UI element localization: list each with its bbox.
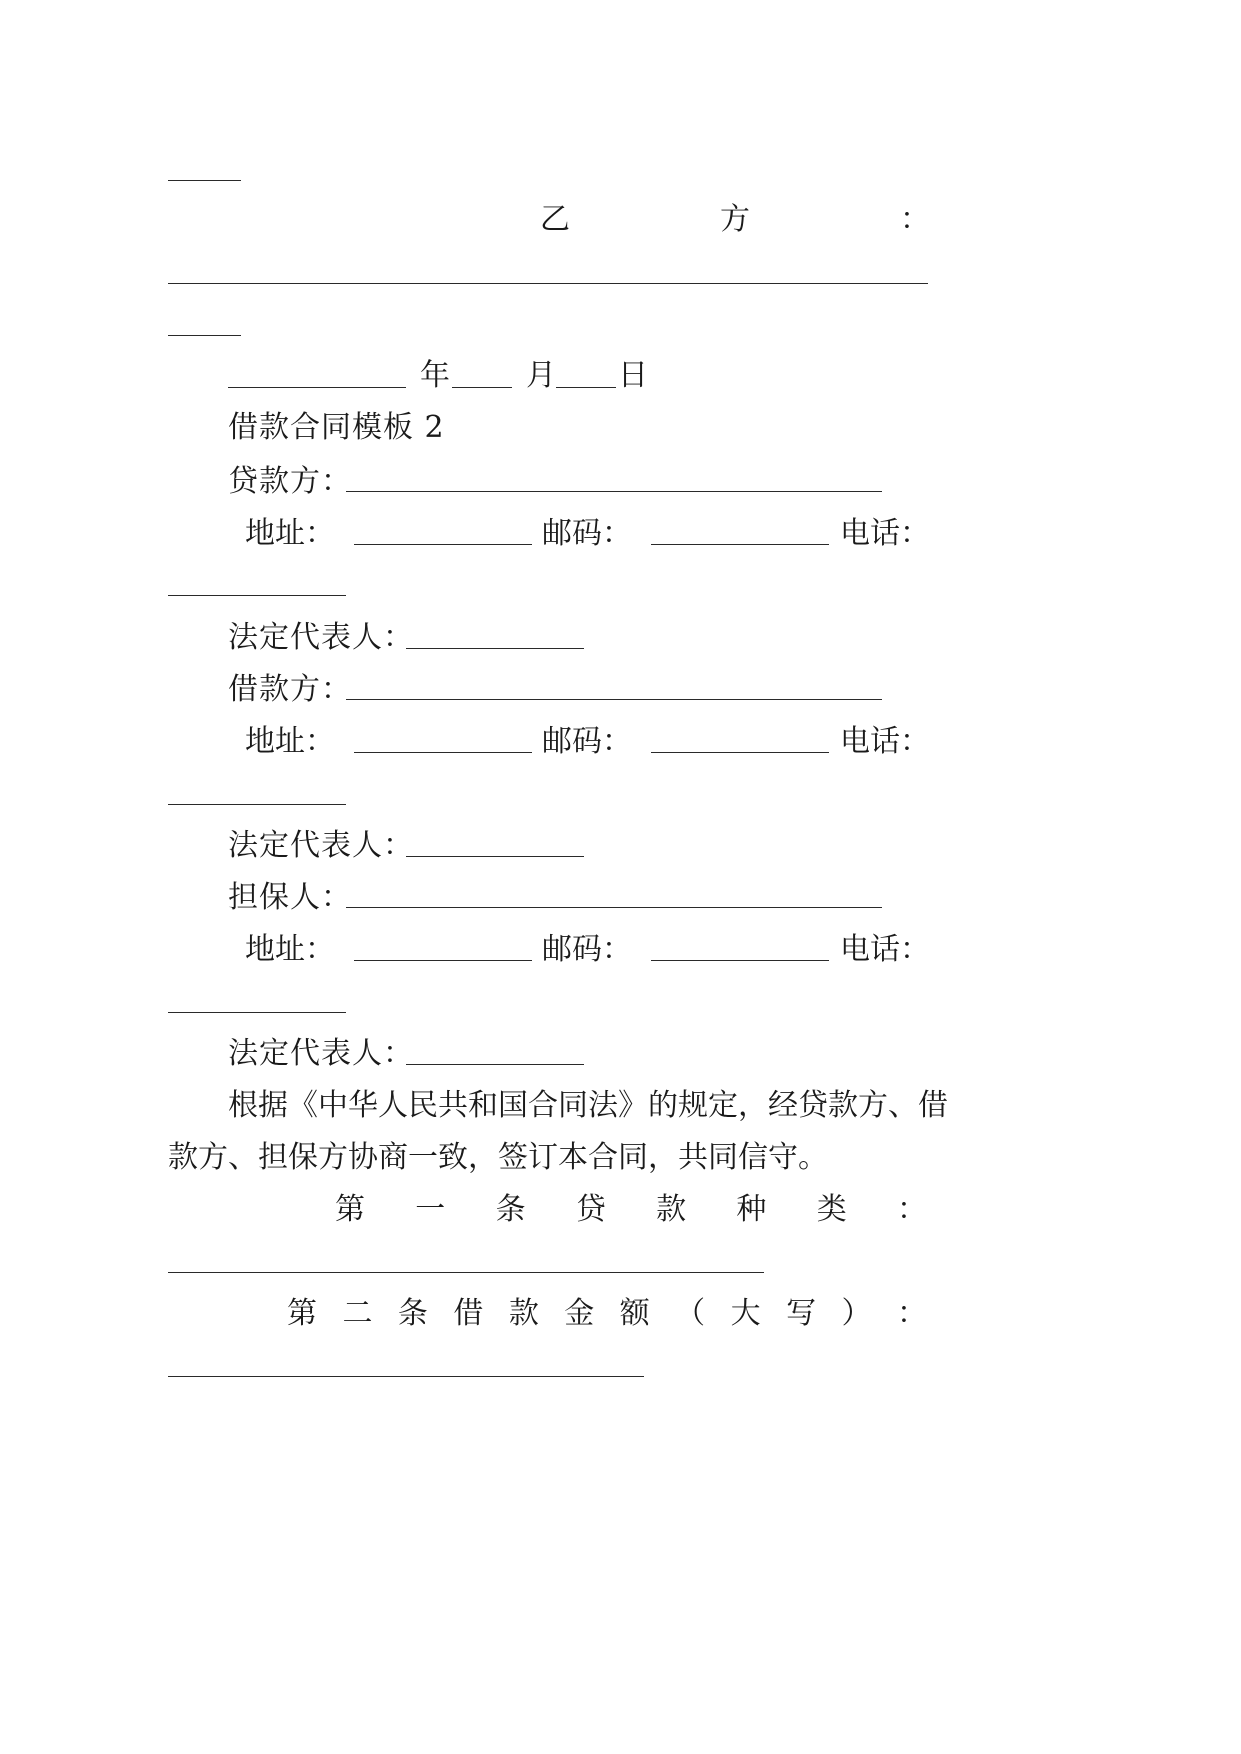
borrower-address-label: 地 址 ： [245, 724, 335, 759]
borrower-phone-label: 电 话 ： [840, 724, 930, 759]
guarantor-postcode-label: 邮 码 ： [542, 932, 632, 967]
guarantor-postcode-blank [651, 960, 829, 961]
guarantor-phone-blank [168, 1012, 346, 1013]
borrower-postcode-label: 邮 码 ： [542, 724, 632, 759]
guarantor-label: 担保人： [228, 880, 352, 915]
lender-legal-rep-blank [406, 648, 584, 649]
article-2-blank [168, 1376, 644, 1377]
guarantor-legal-rep-blank [406, 1064, 584, 1065]
borrower-postcode-blank [651, 752, 829, 753]
lender-address-label: 地 址 ： [245, 516, 335, 551]
article-1-heading: 第 一 条 贷 款 种 类 ： [335, 1192, 927, 1227]
date-year-label: 年 [420, 358, 451, 393]
guarantor-legal-rep-label: 法定代表人： [228, 1036, 414, 1071]
date-month-label: 月 [526, 358, 557, 393]
month-blank [452, 387, 512, 388]
lender-name-blank [346, 491, 882, 492]
borrower-address-blank [354, 752, 532, 753]
lender-legal-rep-label: 法定代表人： [228, 620, 414, 655]
intro-line-1: 根据《中华人民共和国合同法》的规定，经贷款方、借 [228, 1088, 948, 1123]
lender-postcode-blank [651, 544, 829, 545]
borrower-phone-blank [168, 804, 346, 805]
article-1-blank [168, 1272, 764, 1273]
lender-address-blank [354, 544, 532, 545]
year-blank [228, 387, 406, 388]
party-b-blank [168, 283, 928, 284]
guarantor-name-blank [346, 907, 882, 908]
blank-line [168, 335, 241, 336]
borrower-legal-rep-label: 法定代表人： [228, 828, 414, 863]
blank-line [168, 180, 241, 181]
guarantor-address-blank [354, 960, 532, 961]
document-title: 借款合同模板 2 [228, 410, 445, 445]
lender-label: 贷款方： [228, 464, 352, 499]
guarantor-address-label: 地 址 ： [245, 932, 335, 967]
date-day-label: 日 [618, 358, 649, 393]
borrower-label: 借款方： [228, 672, 352, 707]
day-blank [556, 387, 616, 388]
intro-line-2: 款方、担保方协商一致，签订本合同，共同信守。 [168, 1140, 828, 1175]
lender-postcode-label: 邮 码 ： [542, 516, 632, 551]
lender-phone-blank [168, 595, 346, 596]
borrower-name-blank [346, 699, 882, 700]
party-b-label: 乙 方 ： [540, 202, 930, 237]
lender-phone-label: 电 话 ： [840, 516, 930, 551]
article-2-heading: 第 二 条 借 款 金 额 （ 大 写 ） ： [287, 1296, 927, 1331]
borrower-legal-rep-blank [406, 856, 584, 857]
guarantor-phone-label: 电 话 ： [840, 932, 930, 967]
